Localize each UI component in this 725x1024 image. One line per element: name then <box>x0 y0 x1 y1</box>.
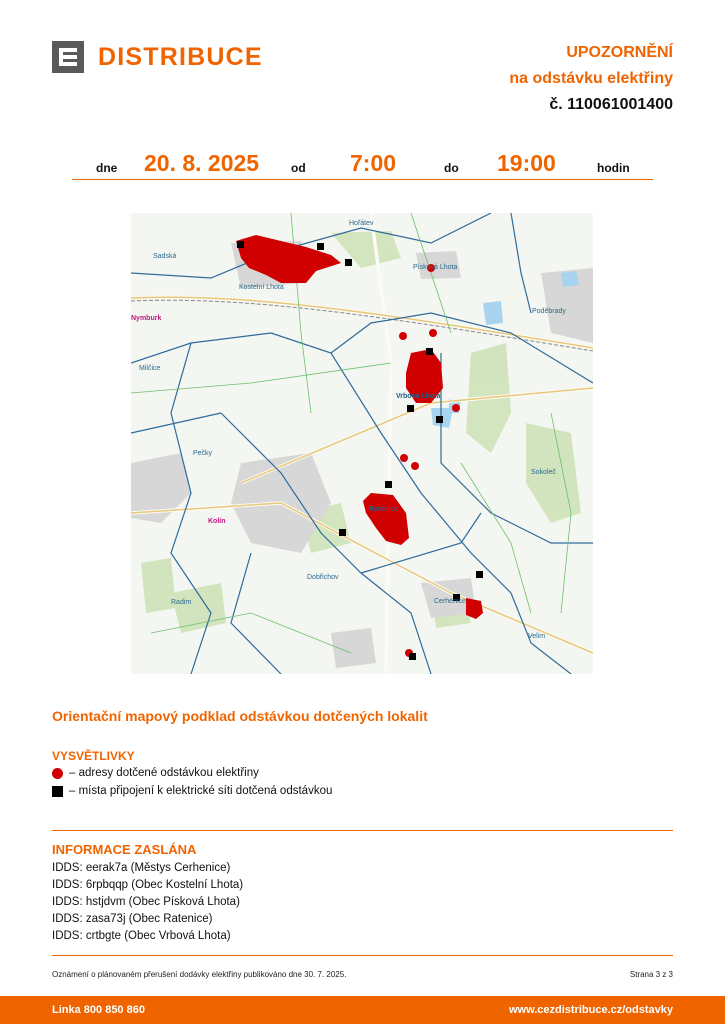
recipient-item: IDDS: crtbgte (Obec Vrbová Lhota) <box>52 930 231 942</box>
cez-logo-icon <box>52 41 84 73</box>
notice-number: č. 110061001400 <box>549 96 673 113</box>
place-label: Vrbová Lhota <box>396 393 441 400</box>
recipient-item: IDDS: eerak7a (Městys Cerhenice) <box>52 862 231 874</box>
place-label: Sokoleč <box>531 469 556 476</box>
outage-schedule <box>72 148 653 180</box>
publication-note: Oznámení o plánovaném přerušení dodávky elektřiny publikováno dne 30. 7. 2025. <box>52 970 347 979</box>
place-label: Dobřichov <box>307 574 339 581</box>
recipient-list <box>52 860 243 945</box>
place-label: Ratenice <box>369 506 399 513</box>
footer-bar <box>0 996 725 1024</box>
place-label: Milčice <box>139 365 161 372</box>
place-label: Kolín <box>208 518 226 525</box>
legend-item-connection <box>52 785 332 797</box>
brand-logo <box>52 41 263 73</box>
day-label: dne <box>96 161 118 175</box>
hotline-link[interactable]: Linka 800 850 860 <box>52 1004 145 1016</box>
recipient-item: IDDS: hstjdvm (Obec Písková Lhota) <box>52 896 240 908</box>
red-dot-icon <box>52 768 63 779</box>
website-link[interactable]: www.cezdistribuce.cz/odstavky <box>508 1004 673 1016</box>
page-number: Strana 3 z 3 <box>629 970 673 979</box>
outage-date: 20. 8. 2025 <box>144 150 260 176</box>
outage-map <box>131 213 593 674</box>
legend-item-address <box>52 767 259 779</box>
recipient-item: IDDS: zasa73j (Obec Ratenice) <box>52 913 213 925</box>
place-label: Hořátev <box>349 220 374 227</box>
place-label: Nymburk <box>131 315 162 322</box>
place-label: Velim <box>528 633 546 640</box>
brand-name: DISTRIBUCE <box>98 42 263 71</box>
hours-label: hodin <box>597 161 630 175</box>
black-square-icon <box>52 786 63 797</box>
map-caption: Orientační mapový podklad odstávkou dotčených lokalit <box>52 708 428 724</box>
divider <box>52 955 673 956</box>
place-label: Radim <box>171 599 192 606</box>
place-label: Poděbrady <box>532 308 566 315</box>
notice-heading <box>509 40 673 118</box>
legend-dot-text: – adresy dotčené odstávkou elektřiny <box>69 767 259 779</box>
notice-title: UPOZORNĚNÍ <box>566 44 673 61</box>
place-label: Cerhenice <box>434 598 466 605</box>
map-canvas <box>131 213 593 674</box>
divider <box>52 830 673 831</box>
from-time: 7:00 <box>350 150 397 176</box>
place-label: Pečky <box>193 450 213 457</box>
recipient-item: IDDS: 6rpbqqp (Obec Kostelní Lhota) <box>52 879 244 891</box>
info-title: INFORMACE ZASLÁNA <box>52 842 197 857</box>
place-label: Sadská <box>153 253 177 260</box>
place-label: Písková Lhota <box>413 264 458 271</box>
to-label: do <box>444 161 459 175</box>
notice-subtitle: na odstávku elektřiny <box>509 70 673 87</box>
from-label: od <box>291 161 306 175</box>
to-time: 19:00 <box>497 150 556 176</box>
legend-square-text: – místa připojení k elektrické síti dotčená odstávkou <box>69 785 333 797</box>
legend-title: VYSVĚTLIVKY <box>52 749 135 763</box>
place-label: Kostelní Lhota <box>239 284 284 291</box>
